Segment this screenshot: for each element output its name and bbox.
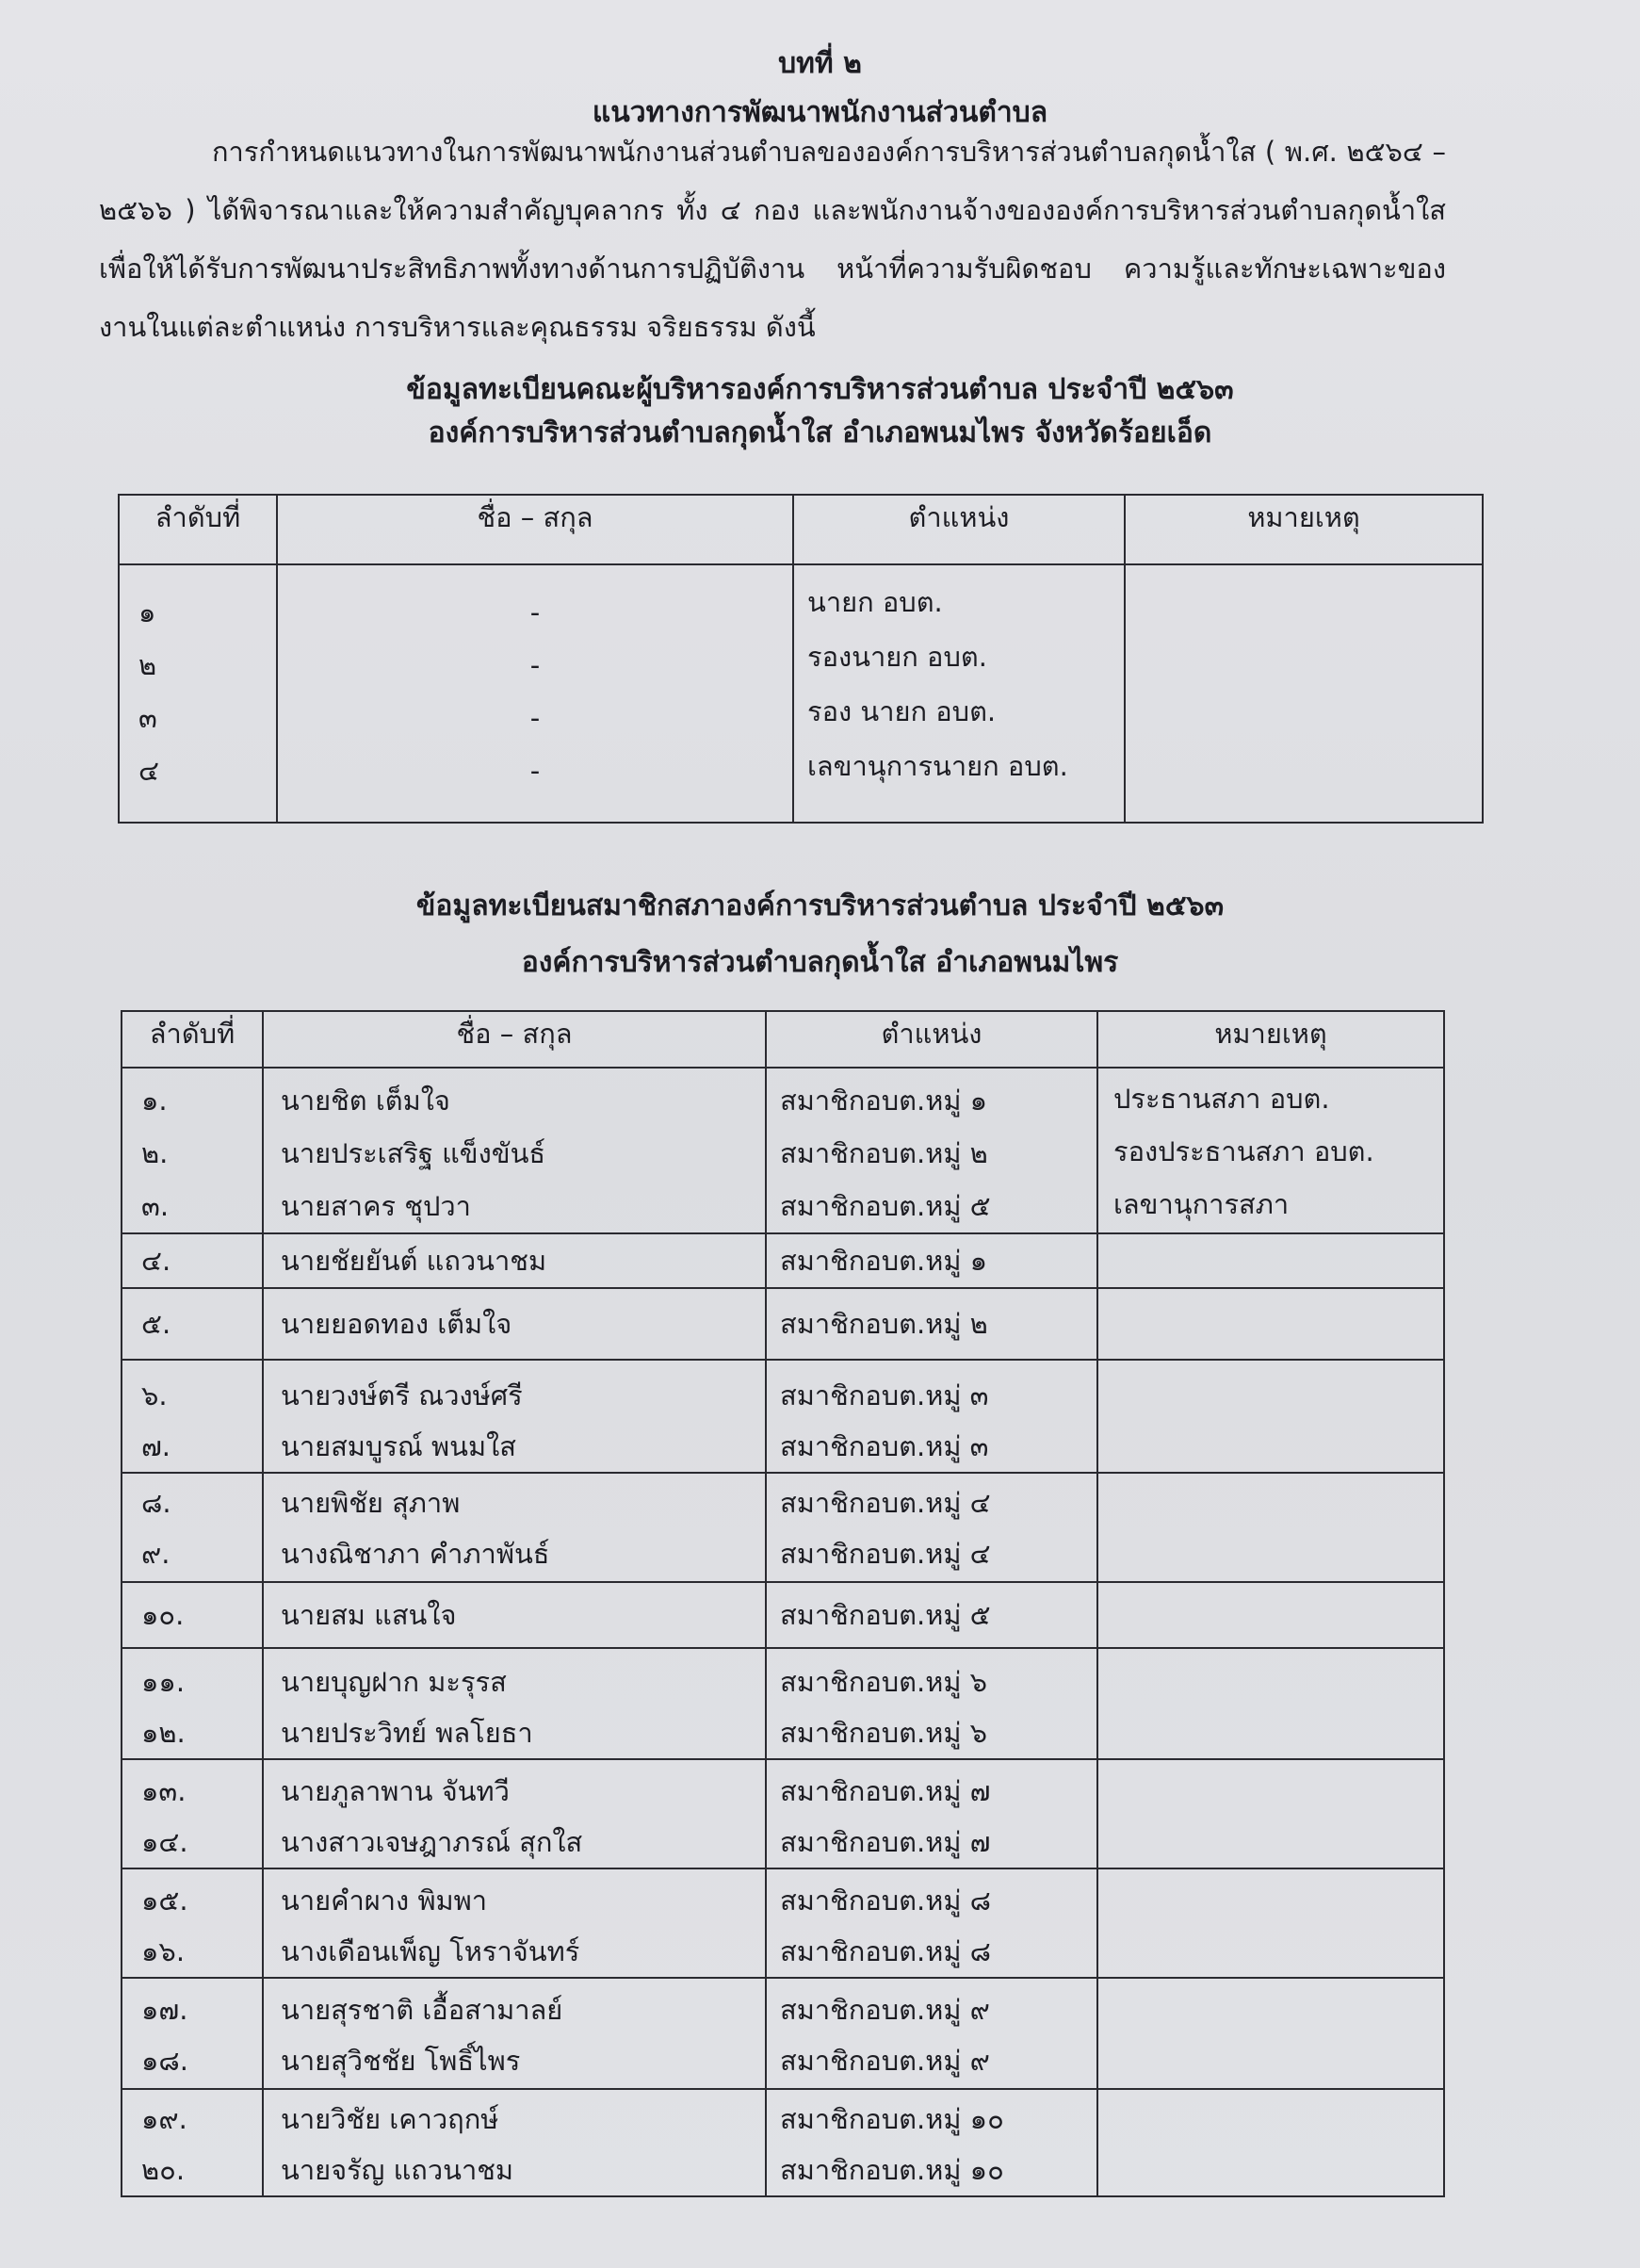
row-position: สมาชิกอบต.หมู่ ๑๐ [780, 2154, 1004, 2186]
row-note [1097, 1978, 1444, 2089]
row-name: นายประวิทย์ พลโยธา [281, 1717, 533, 1749]
row-position: สมาชิกอบต.หมู่ ๔ [780, 1487, 991, 1519]
table1-heading-line1: ข้อมูลทะเบียนคณะผู้บริหารองค์การบริหารส่วนตำบล ประจำปี ๒๕๖๓ [406, 373, 1234, 406]
executives-table [118, 494, 1484, 824]
row-note: เลขานุการสภา [1113, 1188, 1290, 1220]
table-row [122, 1233, 1444, 1288]
row-name: นางเดือนเพ็ญ โหราจันทร์ [281, 1935, 580, 1967]
row-number: ๒. [141, 1137, 169, 1169]
section-title: แนวทางการพัฒนาพนักงานส่วนตำบล [592, 96, 1048, 129]
row-position: สมาชิกอบต.หมู่ ๘ [780, 1935, 992, 1967]
row-position: สมาชิกอบต.หมู่ ๙ [780, 1994, 990, 2026]
row-number: ๑๑. [141, 1666, 186, 1698]
row-position: เลขานุการนายก อบต. [807, 750, 1068, 782]
row-number: ๑๔. [141, 1826, 188, 1858]
row-note [1097, 1233, 1444, 1288]
row-position: สมาชิกอบต.หมู่ ๕ [780, 1190, 991, 1222]
row-name: นายพิชัย สุภาพ [281, 1487, 461, 1519]
council-members-table [121, 1010, 1445, 2197]
row-number: ๙. [141, 1538, 170, 1570]
intro-paragraph: การกำหนดแนวทางในการพัฒนาพนักงานส่วนตำบลขององค์การบริหารส่วนตำบลกุดน้ำใส ( พ.ศ. ๒๕๖๔ – ๒๕๖๖ ) ได้พิจารณาและให้ความสำคัญบุคลากร ทั้ง ๔ กอง และพนักงานจ้างขององค์การบริหารส่วนตำบลกุดน้ำใส เพื่อให้ได้รับการพัฒนาประสิทธิภาพทั้งทางด้านการปฏิบัติงาน หน้าที่ความรับผิดชอบ ความรู้และทักษะเฉพาะของงานในแต่ละตำแหน่ง การบริหารและคุณธรรม จริยธรรม ดังนี้ [99, 136, 1446, 343]
row-note [1097, 2089, 1444, 2196]
row-name: นายชัยยันต์ แถวนาชม [281, 1245, 547, 1277]
row-name: นางสาวเจษฎาภรณ์ สุกใส [281, 1826, 583, 1858]
row-position: สมาชิกอบต.หมู่ ๗ [780, 1775, 991, 1807]
row-position: สมาชิกอบต.หมู่ ๙ [780, 2045, 990, 2077]
row-position: รองนายก อบต. [807, 641, 987, 673]
row-number: ๒๐. [141, 2154, 186, 2186]
row-number: ๑ [138, 596, 156, 628]
row-number: ๑๗. [141, 1994, 188, 2026]
table-row-group [122, 1648, 1444, 1759]
row-number: ๑๙. [141, 2103, 187, 2135]
row-note [1097, 1473, 1444, 1582]
row-number: ๑๒. [141, 1717, 186, 1749]
table-header-row [122, 1011, 1444, 1068]
row-name: นายบุญฝาก มะรุรส [281, 1666, 507, 1698]
row-position: สมาชิกอบต.หมู่ ๔ [780, 1538, 991, 1570]
table-row-group [122, 1868, 1444, 1978]
row-note [1097, 1288, 1444, 1360]
header-note: หมายเหตุ [1125, 495, 1483, 564]
row-position: สมาชิกอบต.หมู่ ๒ [780, 1308, 988, 1340]
table-row [122, 1288, 1444, 1360]
table-row-group [122, 1759, 1444, 1868]
row-number: ๔. [141, 1245, 171, 1277]
row-number: ๕. [141, 1308, 171, 1340]
row-note [1097, 1648, 1444, 1759]
row-position: สมาชิกอบต.หมู่ ๖ [780, 1666, 988, 1698]
header-name: ชื่อ – สกุล [277, 495, 793, 564]
row-note: ประธานสภา อบต. [1113, 1083, 1330, 1115]
row-position: สมาชิกอบต.หมู่ ๑๐ [780, 2103, 1004, 2135]
row-note [1125, 564, 1483, 823]
row-note [1097, 1759, 1444, 1868]
row-number: ๑. [141, 1085, 168, 1117]
row-name: - [529, 702, 541, 734]
row-position: รอง นายก อบต. [807, 695, 997, 727]
row-name: นางณิชาภา คำภาพันธ์ [281, 1538, 550, 1570]
table2-heading-line2: องค์การบริหารส่วนตำบลกุดน้ำใส อำเภอพนมไพร [521, 946, 1119, 979]
header-name: ชื่อ – สกุล [263, 1011, 766, 1068]
header-order: ลำดับที่ [119, 495, 277, 564]
row-name: - [529, 649, 541, 681]
header-position: ตำแหน่ง [766, 1011, 1097, 1068]
table-row-group [122, 1978, 1444, 2089]
table-row [119, 564, 1483, 823]
row-name: นายประเสริฐ แข็งขันธ์ [281, 1137, 546, 1169]
header-order: ลำดับที่ [122, 1011, 263, 1068]
header-note: หมายเหตุ [1097, 1011, 1444, 1068]
table-row [122, 1582, 1444, 1648]
row-number: ๗. [141, 1430, 171, 1462]
row-number: ๑๓. [141, 1775, 187, 1807]
row-number: ๒ [138, 649, 157, 681]
row-name: นายจรัญ แถวนาชม [281, 2154, 514, 2186]
row-number: ๓. [141, 1190, 170, 1222]
row-name: นายยอดทอง เต็มใจ [281, 1308, 512, 1340]
row-name: - [529, 596, 541, 628]
chapter-number: บทที่ ๒ [778, 47, 862, 80]
row-number: ๘. [141, 1487, 171, 1519]
table-row-group [122, 1360, 1444, 1473]
table-row-group [122, 2089, 1444, 2196]
row-note [1097, 1582, 1444, 1648]
row-position: สมาชิกอบต.หมู่ ๒ [780, 1137, 988, 1169]
row-name: นายวิชัย เคาวฤกษ์ [281, 2103, 499, 2135]
row-position: สมาชิกอบต.หมู่ ๘ [780, 1885, 992, 1917]
table2-heading-line1: ข้อมูลทะเบียนสมาชิกสภาองค์การบริหารส่วนตำบล ประจำปี ๒๕๖๓ [415, 889, 1225, 922]
row-name: นายภูลาพาน จันทวี [281, 1775, 510, 1807]
row-position: สมาชิกอบต.หมู่ ๕ [780, 1599, 991, 1631]
table-row-group [122, 1473, 1444, 1582]
row-name: นายวงษ์ตรี ณวงษ์ศรี [281, 1379, 523, 1411]
row-name: นายคำผาง พิมพา [281, 1885, 488, 1917]
row-position: สมาชิกอบต.หมู่ ๓ [780, 1430, 989, 1462]
row-position: สมาชิกอบต.หมู่ ๓ [780, 1379, 989, 1411]
row-name: นายสุวิชชัย โพธิ์ไพร [281, 2045, 521, 2077]
row-number: ๑๖. [141, 1935, 186, 1967]
row-number: ๑๕. [141, 1885, 188, 1917]
row-note [1097, 1868, 1444, 1978]
row-number: ๑๘. [141, 2045, 188, 2077]
row-number: ๑๐. [141, 1599, 185, 1631]
row-position: สมาชิกอบต.หมู่ ๑ [780, 1085, 988, 1117]
row-name: นายสมบูรณ์ พนมใส [281, 1430, 516, 1462]
row-name: นายสม แสนใจ [281, 1599, 457, 1631]
row-name: นายชิต เต็มใจ [281, 1085, 450, 1117]
row-number: ๔ [138, 755, 159, 787]
header-position: ตำแหน่ง [793, 495, 1125, 564]
table-header-row [119, 495, 1483, 564]
row-position: สมาชิกอบต.หมู่ ๑ [780, 1245, 988, 1277]
row-name: - [529, 755, 541, 787]
table1-heading-line2: องค์การบริหารส่วนตำบลกุดน้ำใส อำเภอพนมไพร จังหวัดร้อยเอ็ด [428, 416, 1212, 449]
row-number: ๓ [138, 702, 157, 734]
row-name: นายสาคร ชุปวา [281, 1190, 471, 1222]
row-note: รองประธานสภา อบต. [1113, 1135, 1374, 1167]
row-position: นายก อบต. [807, 586, 943, 618]
row-name: นายสุรชาติ เอื้อสามาลย์ [281, 1994, 563, 2026]
row-note [1097, 1360, 1444, 1473]
row-position: สมาชิกอบต.หมู่ ๖ [780, 1717, 988, 1749]
table-row-group [122, 1068, 1444, 1233]
row-position: สมาชิกอบต.หมู่ ๗ [780, 1826, 991, 1858]
row-number: ๖. [141, 1379, 168, 1411]
